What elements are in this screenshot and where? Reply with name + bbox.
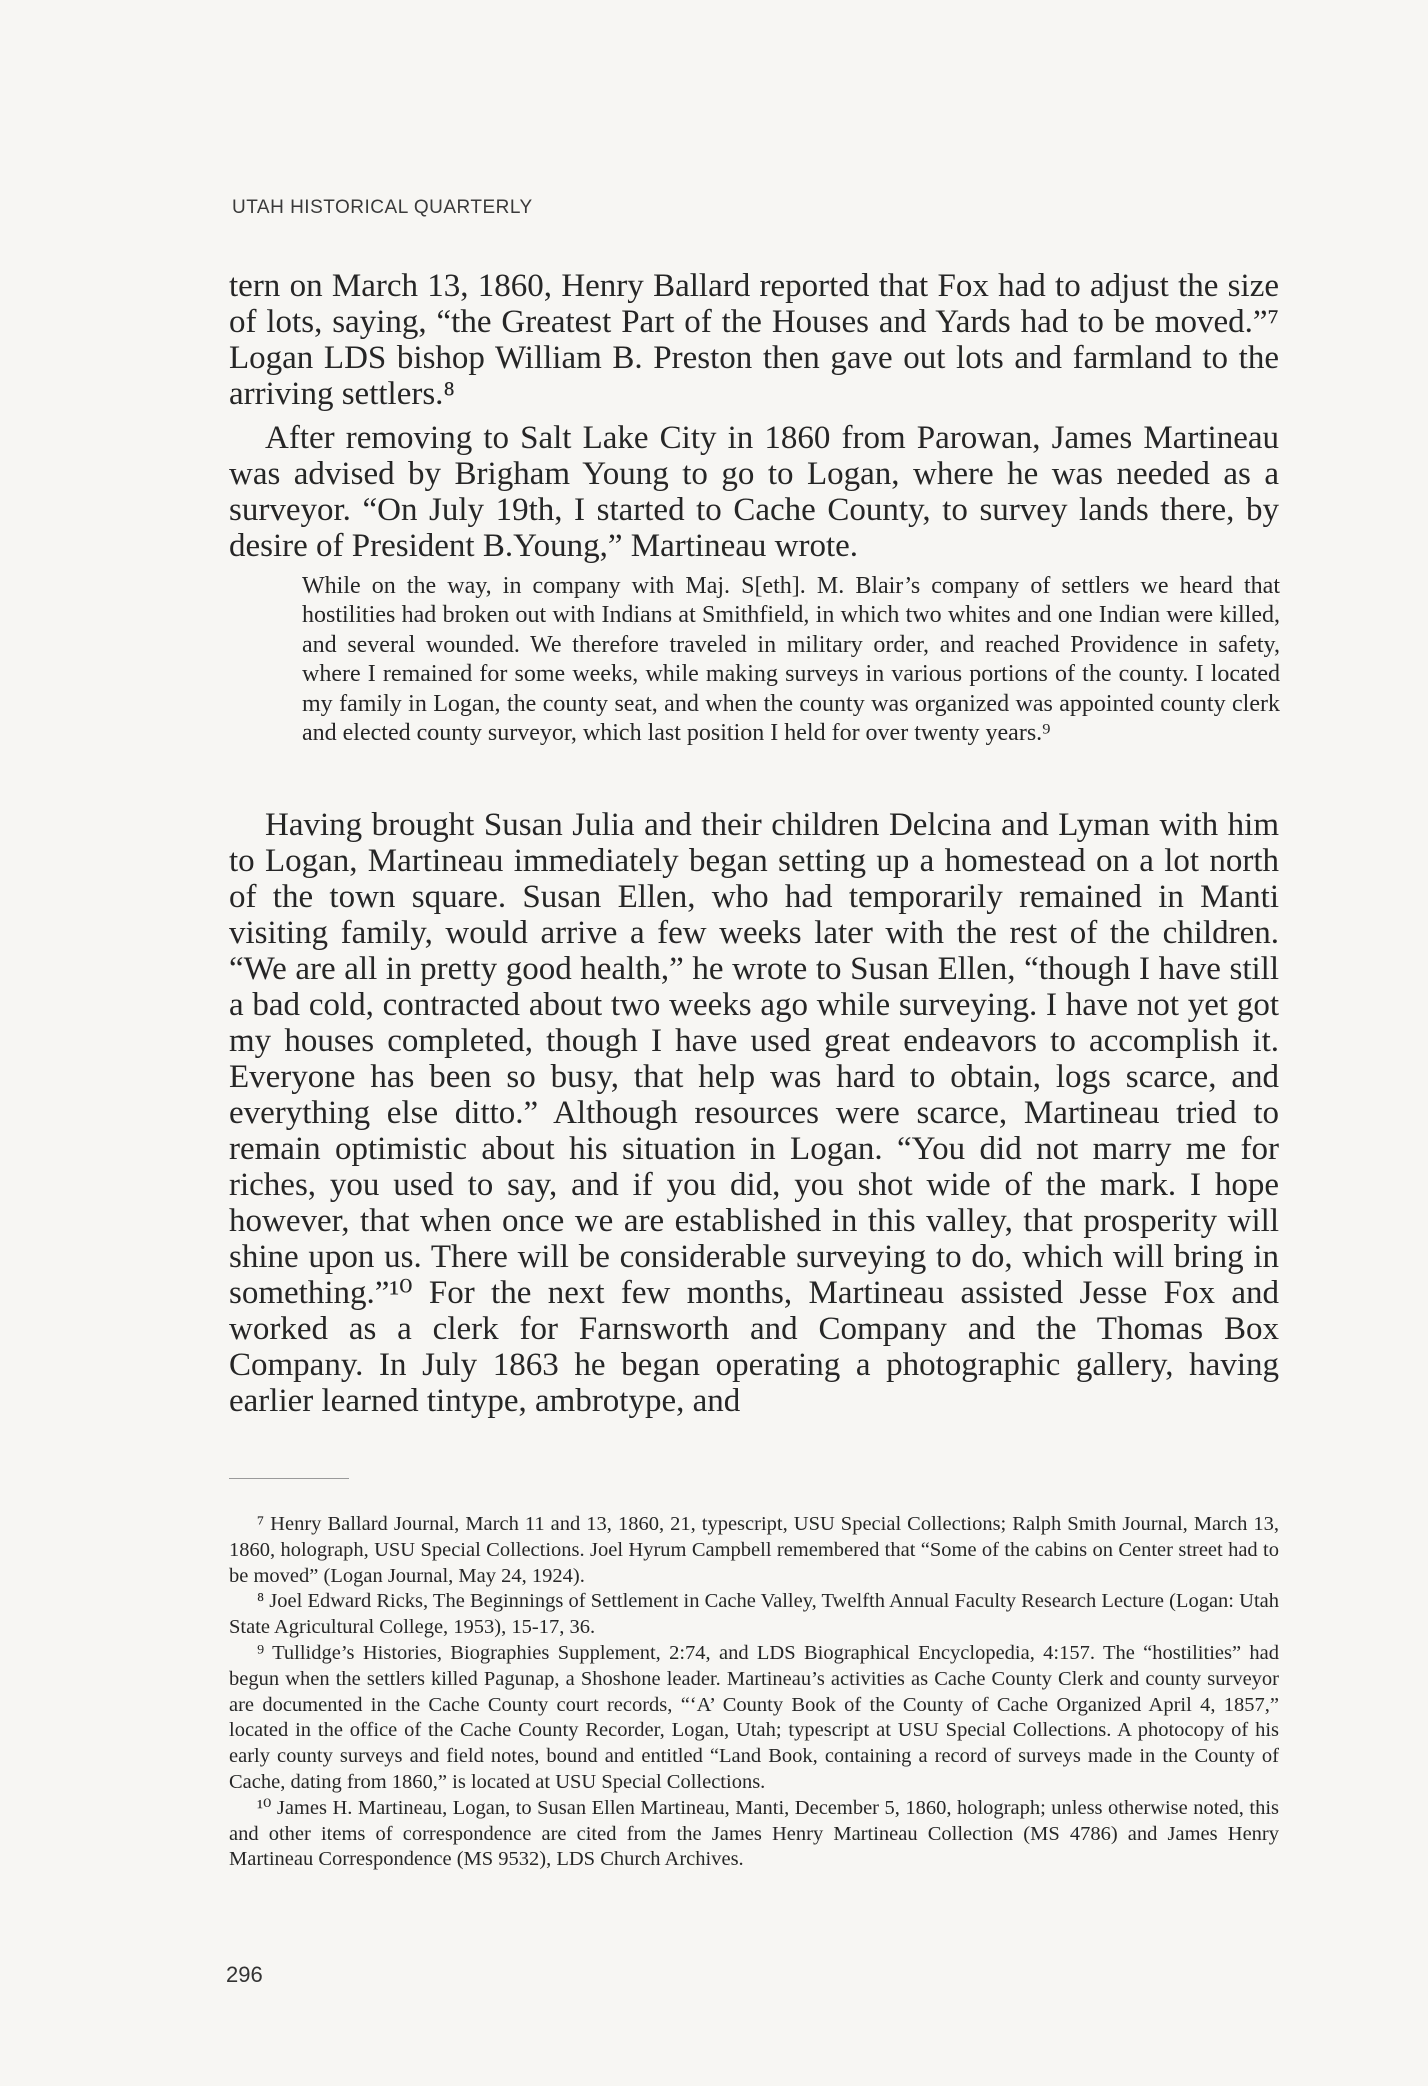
footnote-rule — [229, 1478, 349, 1479]
body-paragraph-3: Having brought Susan Julia and their children Delcina and Lyman with him to Logan, Martineau immediately began setting up a homestead on a lot north of the town square. Susan Ellen, who had temporarily remained in Manti visiting family, would arrive a few weeks later with the rest of the children. “We are all in pretty good health,” he wrote to Susan Ellen, “though I have still a bad cold, contracted about two weeks ago while surveying. I have not yet got my houses completed, though I have used great endeavors to accomplish it. Everyone has been so busy, that help was hard to obtain, logs scarce, and everything else ditto.” Although resources were scarce, Martineau tried to remain optimistic about his situation in Logan. “You did not marry me for riches, you used to say, and if you did, you shot wide of the mark. I hope however, that when once we are established in this valley, that prosperity will shine upon us. There will be considerable surveying to do, which will bring in something.”¹⁰ For the next few months, Martineau assisted Jesse Fox and worked as a clerk for Farnsworth and Company and the Thomas Box Company. In July 1863 he began operating a photographic gallery, having earlier learned tintype, ambrotype, and — [229, 807, 1279, 1419]
running-head: UTAH HISTORICAL QUARTERLY — [232, 197, 533, 218]
footnote-8: ⁸ Joel Edward Ricks, The Beginnings of Settlement in Cache Valley, Twelfth Annual Faculty Research Lecture (Logan: Utah State Agricultural College, 1953), 15-17, 36. — [229, 1590, 1279, 1639]
footnotes — [229, 1512, 1279, 1873]
body-paragraph-1: tern on March 13, 1860, Henry Ballard reported that Fox had to adjust the size of lots, saying, “the Greatest Part of the Houses and Yards had to be moved.”⁷ Logan LDS bishop William B. Preston then gave out lots and farmland to the arriving settlers.⁸ — [229, 268, 1279, 412]
footnote-9: ⁹ Tullidge’s Histories, Biographies Supplement, 2:74, and LDS Biographical Encyclopedia, 4:157. The “hostilities” had begun when the settlers killed Pagunap, a Shoshone leader. Martineau’s activities as Cache County Clerk and county surveyor are documented in the Cache County court records, “‘A’ County Book of the County of Cache Organized April 4, 1857,” located in the office of the Cache County Recorder, Logan, Utah; typescript at USU Special Collections. A photocopy of his early county surveys and field notes, bound and entitled “Land Book, containing a record of surveys made in the County of Cache, dating from 1860,” is located at USU Special Collections. — [229, 1641, 1279, 1793]
body-paragraph-2: After removing to Salt Lake City in 1860 from Parowan, James Martineau was advised by Brigham Young to go to Logan, where he was needed as a surveyor. “On July 19th, I started to Cache County, to survey lands there, by desire of President B.Young,” Martineau wrote. — [229, 420, 1279, 564]
page-number: 296 — [226, 1962, 263, 1987]
footnote-7: ⁷ Henry Ballard Journal, March 11 and 13, 1860, 21, typescript, USU Special Collections; Ralph Smith Journal, March 13, 1860, holograph, USU Special Collections. Joel Hyrum Campbell remembered that “Some of the cabins on Center street had to be moved” (Logan Journal, May 24, 1924). — [229, 1513, 1279, 1587]
block-quote: While on the way, in company with Maj. S[eth]. M. Blair’s company of settlers we heard that hostilities had broken out with Indians at Smithfield, in which two whites and one Indian were killed, and several wounded. We therefore traveled in military order, and reached Providence in safety, where I remained for some weeks, while making surveys in various portions of the county. I located my family in Logan, the county seat, and when the county was organized was appointed county clerk and elected county surveyor, which last position I held for over twenty years.⁹ — [302, 573, 1280, 747]
footnote-10: ¹⁰ James H. Martineau, Logan, to Susan Ellen Martineau, Manti, December 5, 1860, holograph; unless otherwise noted, this and other items of correspondence are cited from the James Henry Martineau Collection (MS 4786) and James Henry Martineau Correspondence (MS 9532), LDS Church Archives. — [229, 1796, 1279, 1871]
